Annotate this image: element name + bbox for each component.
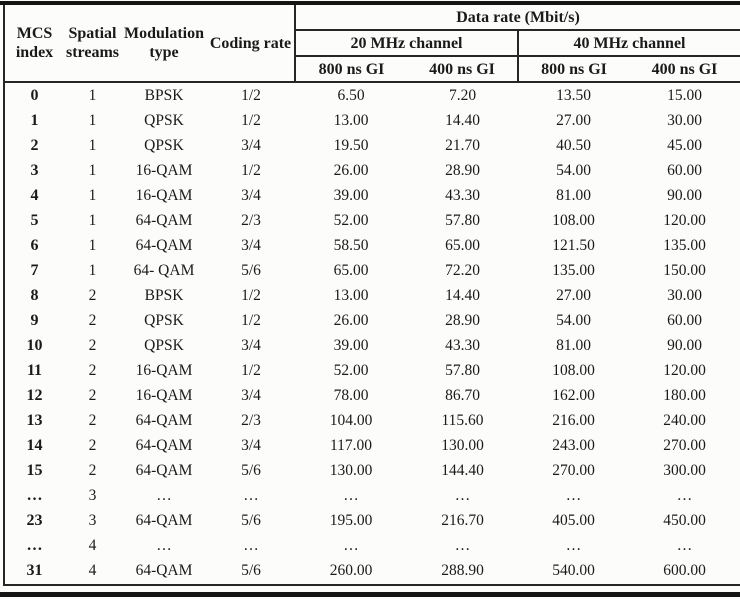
cell-streams: 2: [88, 286, 97, 304]
cell-r40_800: 54.00: [556, 161, 591, 179]
cell-r40_800: 27.00: [556, 286, 591, 304]
cell-r20_400: 57.80: [445, 362, 480, 380]
cell-r20_800: 19.50: [333, 136, 369, 154]
table-row: [4, 158, 740, 183]
table-row: [4, 459, 740, 484]
cell-coding: 3/4: [241, 437, 261, 455]
col-header-gi-400-20mhz: 400 ns GI: [407, 56, 518, 82]
cell-modulation: 64-QAM: [135, 512, 193, 530]
cell-mcs: 2: [30, 136, 39, 154]
col-header-gi-800-20mhz: 800 ns GI: [295, 56, 407, 82]
cell-r20_400: 14.40: [445, 111, 480, 129]
table-row: [4, 308, 740, 333]
cell-r40_800: 13.50: [556, 86, 591, 104]
cell-modulation: BPSK: [144, 86, 184, 104]
cell-mcs: 4: [30, 186, 39, 204]
cell-r20_800: 39.00: [333, 336, 369, 354]
cell-r40_800: 27.00: [556, 111, 591, 129]
cell-modulation: …: [156, 537, 172, 555]
cell-streams: 2: [88, 437, 97, 455]
cell-modulation: QPSK: [144, 111, 184, 129]
col-header-mcs-index: MCS index: [4, 5, 64, 82]
cell-r20_400: …: [454, 537, 471, 555]
cell-r40_800: 162.00: [552, 387, 595, 405]
cell-mcs: 23: [26, 512, 43, 530]
cell-r20_800: 13.00: [333, 286, 369, 304]
cell-r40_800: 270.00: [552, 462, 595, 480]
table-row: [4, 133, 740, 158]
cell-mcs: 0: [30, 86, 39, 104]
table-row: [4, 359, 740, 384]
table-row: [4, 108, 740, 133]
cell-r20_800: 195.00: [329, 512, 373, 530]
cell-r20_400: 43.30: [445, 336, 480, 354]
cell-coding: 1/2: [241, 311, 261, 329]
cell-coding: 1/2: [241, 286, 261, 304]
cell-r20_400: 144.40: [441, 462, 484, 480]
table-header: [4, 5, 740, 82]
cell-r40_800: …: [565, 487, 582, 505]
cell-streams: 1: [88, 111, 97, 129]
cell-coding: 5/6: [241, 562, 261, 580]
cell-r40_400: 90.00: [667, 186, 702, 204]
cell-streams: 1: [88, 161, 97, 179]
cell-r40_800: 81.00: [556, 336, 591, 354]
table-row: [4, 434, 740, 459]
cell-r20_400: 65.00: [445, 236, 480, 254]
cell-r40_400: 60.00: [667, 311, 702, 329]
cell-r20_400: 57.80: [445, 211, 480, 229]
table-row: [4, 484, 740, 509]
cell-r20_800: 117.00: [329, 437, 373, 455]
table-row: [4, 283, 740, 308]
table-row: [4, 258, 740, 283]
cell-r40_400: 45.00: [667, 136, 702, 154]
col-group-20mhz-channel: 20 MHz channel: [295, 30, 518, 56]
cell-r40_400: …: [676, 537, 693, 555]
cell-modulation: QPSK: [144, 311, 184, 329]
cell-r20_400: 130.00: [441, 437, 484, 455]
table-row: [4, 559, 740, 585]
mcs-data-rate-table: [3, 5, 740, 586]
cell-r40_400: 120.00: [663, 211, 706, 229]
cell-modulation: 16-QAM: [135, 387, 193, 405]
cell-r20_800: 6.50: [337, 86, 365, 104]
cell-r40_800: 216.00: [552, 412, 595, 430]
cell-mcs: 10: [26, 336, 43, 354]
cell-modulation: BPSK: [144, 286, 184, 304]
cell-r20_800: 58.50: [333, 236, 369, 254]
cell-streams: 4: [88, 562, 97, 580]
cell-mcs: 3: [30, 161, 39, 179]
cell-mcs: 13: [26, 412, 43, 430]
cell-r40_800: 540.00: [552, 562, 595, 580]
cell-r20_800: 78.00: [333, 387, 369, 405]
cell-streams: 2: [88, 412, 97, 430]
table-row: [4, 509, 740, 534]
cell-mcs: …: [26, 487, 43, 505]
cell-r20_800: 260.00: [329, 562, 373, 580]
cell-r40_400: 240.00: [663, 412, 706, 430]
heavy-bottom-rule: [0, 592, 740, 597]
cell-r40_400: 150.00: [663, 261, 706, 279]
cell-r20_400: 21.70: [445, 136, 480, 154]
cell-r20_400: 28.90: [445, 311, 480, 329]
cell-r40_800: 108.00: [552, 211, 595, 229]
cell-streams: 2: [88, 362, 97, 380]
cell-modulation: 64-QAM: [135, 562, 193, 580]
cell-streams: 1: [88, 136, 97, 154]
cell-r20_400: 72.20: [445, 261, 480, 279]
cell-coding: 3/4: [241, 387, 261, 405]
cell-streams: 1: [88, 261, 97, 279]
cell-modulation: 64- QAM: [133, 261, 195, 279]
cell-modulation: 16-QAM: [135, 362, 193, 380]
cell-streams: 2: [88, 336, 97, 354]
header-row-groups: [4, 5, 740, 30]
cell-modulation: 16-QAM: [135, 186, 193, 204]
cell-r40_400: 180.00: [663, 387, 706, 405]
cell-r20_800: …: [343, 537, 359, 555]
cell-mcs: 6: [30, 236, 39, 254]
cell-r20_400: 288.90: [441, 562, 484, 580]
cell-modulation: 64-QAM: [135, 211, 193, 229]
cell-r40_400: 120.00: [663, 362, 706, 380]
col-group-40mhz-channel: 40 MHz channel: [518, 30, 740, 56]
cell-r20_800: 130.00: [329, 462, 373, 480]
table-row: [4, 333, 740, 358]
cell-modulation: 16-QAM: [135, 161, 193, 179]
cell-coding: …: [243, 487, 259, 505]
cell-streams: 2: [88, 311, 97, 329]
cell-mcs: 1: [30, 111, 39, 129]
col-header-gi-800-40mhz: 800 ns GI: [518, 56, 629, 82]
cell-r20_800: 39.00: [333, 186, 369, 204]
cell-modulation: 64-QAM: [135, 236, 193, 254]
cell-streams: 3: [88, 512, 97, 530]
cell-streams: 1: [88, 186, 97, 204]
table-frame: [3, 5, 737, 586]
cell-mcs: 31: [26, 562, 43, 580]
cell-streams: 2: [88, 462, 97, 480]
cell-r40_400: …: [676, 487, 693, 505]
cell-r20_400: 216.70: [441, 512, 484, 530]
cell-coding: 1/2: [241, 86, 261, 104]
table-row: [4, 208, 740, 233]
cell-modulation: 64-QAM: [135, 412, 193, 430]
cell-r40_400: 135.00: [663, 236, 706, 254]
cell-r40_800: 81.00: [556, 186, 591, 204]
cell-r40_400: 450.00: [663, 512, 706, 530]
col-header-gi-400-40mhz: 400 ns GI: [629, 56, 740, 82]
cell-coding: 1/2: [241, 362, 261, 380]
cell-r40_400: 600.00: [663, 562, 706, 580]
cell-r20_400: 28.90: [445, 161, 480, 179]
cell-modulation: 64-QAM: [135, 462, 193, 480]
cell-r40_400: 60.00: [667, 161, 702, 179]
cell-r20_400: …: [454, 487, 471, 505]
cell-coding: 3/4: [241, 136, 261, 154]
cell-r40_400: 90.00: [667, 336, 702, 354]
cell-mcs: 11: [26, 362, 43, 380]
cell-r40_800: 40.50: [556, 136, 591, 154]
table-row: [4, 384, 740, 409]
cell-r20_800: 26.00: [333, 311, 369, 329]
cell-r20_400: 14.40: [445, 286, 480, 304]
cell-r40_800: 405.00: [552, 512, 595, 530]
cell-r40_800: 54.00: [556, 311, 591, 329]
cell-coding: 3/4: [241, 186, 261, 204]
cell-r40_800: 243.00: [552, 437, 595, 455]
cell-coding: 5/6: [241, 462, 261, 480]
col-group-data-rate: Data rate (Mbit/s): [295, 5, 740, 30]
cell-r40_400: 15.00: [667, 86, 702, 104]
cell-coding: 2/3: [241, 211, 261, 229]
cell-mcs: …: [26, 537, 43, 555]
cell-r40_400: 300.00: [663, 462, 706, 480]
cell-r40_400: 30.00: [667, 286, 702, 304]
cell-coding: …: [243, 537, 259, 555]
cell-streams: 4: [88, 537, 97, 555]
cell-modulation: 64-QAM: [135, 437, 193, 455]
cell-r40_800: 108.00: [552, 362, 595, 380]
cell-r20_800: 52.00: [333, 211, 369, 229]
cell-modulation: …: [156, 487, 172, 505]
cell-r20_400: 115.60: [441, 412, 484, 430]
cell-coding: 3/4: [241, 336, 261, 354]
table-body: [4, 82, 740, 585]
table-row: [4, 409, 740, 434]
cell-mcs: 15: [26, 462, 43, 480]
cell-r20_800: 65.00: [333, 261, 369, 279]
cell-streams: 1: [88, 236, 97, 254]
cell-mcs: 7: [30, 261, 39, 279]
table-row: [4, 233, 740, 258]
cell-r20_400: 7.20: [448, 86, 477, 104]
col-header-modulation-type: Modulation type: [121, 5, 207, 82]
cell-mcs: 8: [30, 286, 39, 304]
cell-mcs: 5: [30, 211, 39, 229]
cell-r40_800: 121.50: [552, 236, 595, 254]
table-row: [4, 183, 740, 208]
cell-coding: 3/4: [241, 236, 261, 254]
cell-modulation: QPSK: [144, 136, 184, 154]
cell-mcs: 9: [30, 311, 39, 329]
cell-coding: 1/2: [241, 111, 261, 129]
cell-r20_400: 43.30: [445, 186, 480, 204]
cell-mcs: 14: [26, 437, 43, 455]
cell-r20_800: 13.00: [333, 111, 369, 129]
table-row: [4, 534, 740, 559]
cell-r20_800: 26.00: [333, 161, 369, 179]
cell-r20_800: 52.00: [333, 362, 369, 380]
cell-coding: 1/2: [241, 161, 261, 179]
cell-r40_400: 30.00: [667, 111, 702, 129]
cell-streams: 3: [88, 487, 97, 505]
cell-r40_400: 270.00: [663, 437, 706, 455]
col-header-coding-rate: Coding rate: [207, 5, 295, 82]
cell-coding: 5/6: [241, 261, 261, 279]
cell-r20_800: 104.00: [329, 412, 373, 430]
cell-streams: 2: [88, 387, 97, 405]
cell-modulation: QPSK: [144, 336, 184, 354]
cell-coding: 2/3: [241, 412, 261, 430]
cell-r20_800: …: [343, 487, 359, 505]
cell-r40_800: 135.00: [552, 261, 595, 279]
table-row: [4, 82, 740, 108]
cell-streams: 1: [88, 211, 97, 229]
cell-streams: 1: [88, 86, 97, 104]
cell-r40_800: …: [565, 537, 582, 555]
cell-mcs: 12: [26, 387, 43, 405]
cell-r20_400: 86.70: [445, 387, 480, 405]
col-header-spatial-streams: Spatial streams: [64, 5, 121, 82]
cell-coding: 5/6: [241, 512, 261, 530]
